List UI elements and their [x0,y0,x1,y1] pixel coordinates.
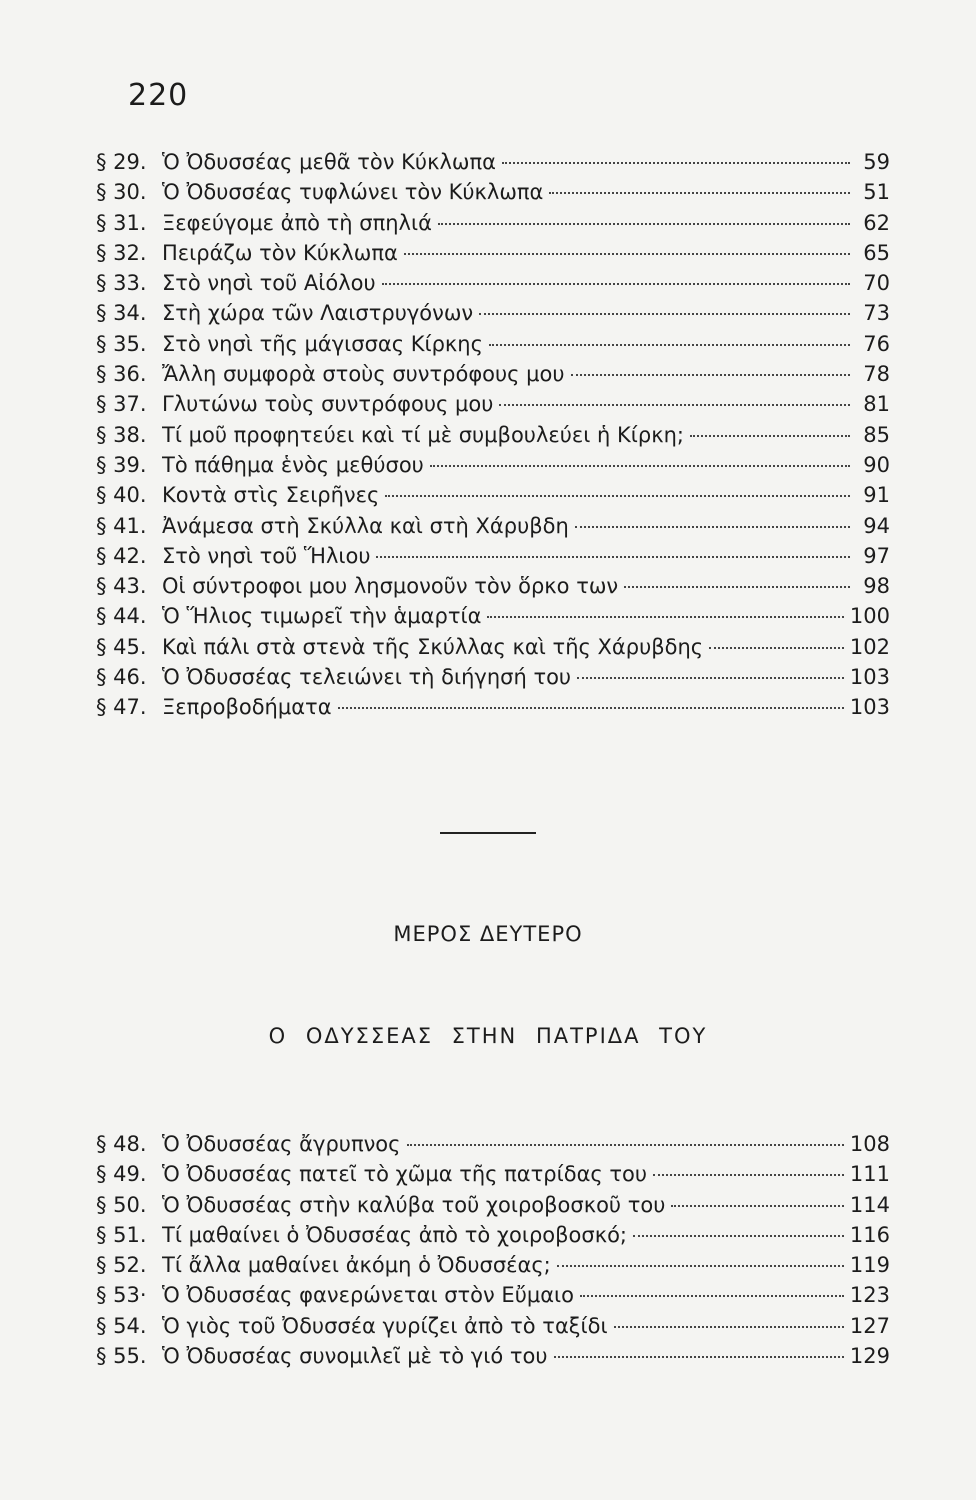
toc-entry-title: Ὁ γιὸς τοῦ Ὀδυσσέα γυρίζει ἀπὸ τὸ ταξίδι [162,1313,608,1338]
toc-dot-leader [709,647,844,649]
toc-entry [96,423,890,453]
toc-dot-leader [557,1265,844,1267]
toc-entry-number: § 31. [96,210,147,235]
toc-dot-leader [385,495,850,497]
toc-entry-title: Κοντὰ στὶς Σειρῆνες [162,483,380,508]
part-two-heading: ΜΕΡΟΣ ΔΕΥΤΕΡΟ [393,922,583,946]
toc-entry-title: Ὁ Ὀδυσσέας τελειώνει τὴ διήγησή του [162,665,572,690]
toc-entry [96,574,890,604]
toc-entry-page: 119 [849,1253,890,1278]
toc-entry-page: 62 [863,210,890,235]
toc-entry-page: 90 [863,452,890,477]
page-number: 220 [128,78,189,113]
toc-entry-page: 85 [863,422,890,447]
toc-entry-page: 76 [863,331,890,356]
toc-entry-page: 94 [863,513,890,538]
toc-entry [96,211,890,241]
toc-entry-page: 73 [863,301,890,326]
toc-entry-title: Τὸ πάθημα ἑνὸς μεθύσου [162,452,424,477]
toc-entry [96,332,890,362]
toc-entry-number: § 29. [96,150,147,174]
toc-entry-page: 103 [849,695,890,720]
toc-dot-leader [487,616,843,618]
toc-dot-leader [407,1144,844,1146]
toc-entry [96,301,890,331]
toc-entry-title: Ὁ Ὀδυσσέας συνομιλεῖ μὲ τὸ γιό του [162,1344,548,1369]
toc-entry-page: 51 [863,180,890,205]
toc-entry-number: § 50. [96,1192,147,1217]
toc-entry-number: § 47. [96,695,147,720]
toc-entry [96,1283,890,1313]
toc-entry-number: § 44. [96,604,147,629]
toc-dot-leader [404,253,850,255]
toc-entry-number: § 37. [96,392,147,417]
toc-entry-title: Τί μοῦ προφητεύει καὶ τί μὲ συμβουλεύει ἡ Κίρκη; [162,422,684,447]
toc-entry [96,1253,890,1283]
toc-entry-page: 98 [863,574,890,599]
toc-entry-page: 102 [849,634,890,659]
toc-entry [96,665,890,695]
toc-entry [96,483,890,513]
toc-dot-leader [430,465,850,467]
toc-entry [96,1162,890,1192]
toc-entry-page: 103 [849,665,890,690]
toc-entry-title: Ὁ Ὀδυσσέας τυφλώνει τὸν Κύκλωπα [162,180,544,205]
toc-dot-leader [575,526,850,528]
toc-entry [96,604,890,634]
toc-entry-number: § 32. [96,240,147,265]
toc-dot-leader [580,1295,844,1297]
toc-entry [96,1193,890,1223]
toc-entry-title: Ἄλλη συμφορὰ στοὺς συντρόφους μου [162,362,565,387]
toc-entry-number: § 43. [96,574,147,599]
toc-entry-number: § 39. [96,452,147,477]
toc-entry-title: Ὁ Ἥλιος τιμωρεῖ τὴν ἁμαρτία [162,604,482,629]
toc-dot-leader [479,313,850,315]
toc-entry-number: § 42. [96,543,147,568]
toc-entry [96,392,890,422]
toc-dot-leader [502,162,850,164]
toc-dot-leader [549,192,850,194]
toc-dot-leader [571,374,850,376]
toc-entry-page: 91 [863,483,890,508]
toc-entry-title: Ὁ Ὀδυσσέας ἄγρυπνος [162,1132,401,1156]
toc-dot-leader [577,677,844,679]
toc-entry [96,1223,890,1253]
toc-entry-title: Τί μαθαίνει ὁ Ὀδυσσέας ἀπὸ τὸ χοιροβοσκό; [162,1222,627,1247]
toc-entry-title: Στὸ νησὶ τοῦ Αἰόλου [162,271,376,296]
toc-entry-page: 108 [849,1132,890,1156]
toc-entry [96,241,890,271]
toc-dot-leader [499,404,850,406]
toc-entry-title: Οἱ σύντροφοι μου λησμονοῦν τὸν ὅρκο των [162,574,619,599]
toc-entry-title: Ὁ Ὀδυσσέας φανερώνεται στὸν Εὔμαιο [162,1283,575,1308]
toc-entry [96,362,890,392]
toc-entry-page: 111 [849,1162,890,1187]
toc-entry-number: § 38. [96,422,147,447]
toc-entry-number: § 53· [96,1283,147,1308]
toc-entry-title: Ἀνάμεσα στὴ Σκύλλα καὶ στὴ Χάρυβδη [162,513,569,538]
toc-dot-leader [690,435,850,437]
toc-dot-leader [489,344,850,346]
toc-entry-number: § 40. [96,483,147,508]
toc-entry-number: § 34. [96,301,147,326]
toc-dot-leader [338,707,844,709]
toc-entry-title: Καὶ πάλι στὰ στενὰ τῆς Σκύλλας καὶ τῆς Χάρυβδης [162,634,704,659]
toc-entry-title: Ξεπροβοδήματα [162,695,332,720]
toc-dot-leader [614,1326,844,1328]
toc-dot-leader [653,1174,844,1176]
toc-entry [96,150,890,180]
toc-entry-page: 100 [849,604,890,629]
toc-entry-title: Ὁ Ὀδυσσέας μεθᾶ τὸν Κύκλωπα [162,150,496,174]
toc-entry-page: 127 [849,1313,890,1338]
toc-entry-page: 81 [863,392,890,417]
toc-entry-title: Στὴ χώρα τῶν Λαιστρυγόνων [162,301,474,326]
toc-entry-page: 78 [863,362,890,387]
toc-entry-title: Ὁ Ὀδυσσέας στὴν καλύβα τοῦ χοιροβοσκοῦ του [162,1192,666,1217]
toc-entry-page: 114 [849,1192,890,1217]
toc-entry-page: 65 [863,240,890,265]
toc-entry [96,1344,890,1374]
toc-entry-page: 123 [849,1283,890,1308]
toc-entry-number: § 46. [96,665,147,690]
toc-entry-number: § 49. [96,1162,147,1187]
toc-entry-number: § 54. [96,1313,147,1338]
toc-entry [96,635,890,665]
toc-entry-number: § 35. [96,331,147,356]
toc-entry [96,544,890,574]
toc-entry-title: Τί ἄλλα μαθαίνει ἀκόμη ὁ Ὀδυσσέας; [162,1253,551,1278]
toc-dot-leader [624,586,850,588]
toc-entry-title: Ὁ Ὀδυσσέας πατεῖ τὸ χῶμα τῆς πατρίδας του [162,1162,648,1187]
toc-entry [96,1132,890,1162]
toc-list-part-one [96,150,890,726]
toc-dot-leader [671,1205,844,1207]
toc-entry [96,271,890,301]
toc-entry-number: § 48. [96,1132,147,1156]
toc-dot-leader [633,1235,844,1237]
toc-entry-page: 70 [863,271,890,296]
toc-entry-number: § 30. [96,180,147,205]
toc-entry-title: Πειράζω τὸν Κύκλωπα [162,240,398,265]
part-two-subtitle: Ο ΟΔΥΣΣΕΑΣ ΣΤΗΝ ΠΑΤΡΙΔΑ ΤΟΥ [268,1024,708,1048]
toc-entry [96,180,890,210]
toc-entry-number: § 36. [96,362,147,387]
toc-entry-number: § 45. [96,634,147,659]
toc-entry-title: Ξεφεύγομε ἀπὸ τὴ σπηλιά [162,210,432,235]
section-divider [440,832,536,834]
toc-entry-page: 129 [849,1344,890,1369]
toc-entry-number: § 51. [96,1222,147,1247]
toc-entry-number: § 52. [96,1253,147,1278]
toc-entry-title: Στὸ νησὶ τοῦ Ἥλιου [162,543,371,568]
toc-list-part-two [96,1132,890,1374]
toc-entry-page: 59 [863,150,890,174]
toc-dot-leader [554,1356,844,1358]
toc-entry-title: Στὸ νησὶ τῆς μάγισσας Κίρκης [162,331,483,356]
toc-entry [96,453,890,483]
toc-entry-page: 97 [863,543,890,568]
toc-dot-leader [382,283,850,285]
toc-dot-leader [376,556,850,558]
toc-entry [96,695,890,725]
toc-dot-leader [438,223,850,225]
toc-entry-number: § 55. [96,1344,147,1369]
toc-entry-number: § 41. [96,513,147,538]
toc-entry-page: 116 [849,1222,890,1247]
toc-entry [96,514,890,544]
toc-entry-number: § 33. [96,271,147,296]
toc-entry-title: Γλυτώνω τοὺς συντρόφους μου [162,392,494,417]
toc-entry [96,1314,890,1344]
